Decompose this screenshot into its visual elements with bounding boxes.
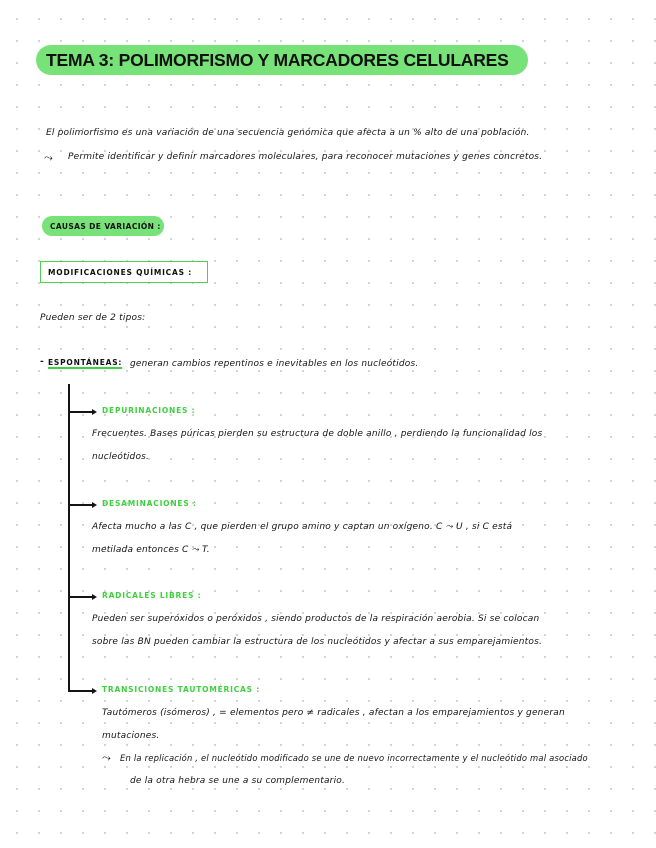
intro-line-1: El polimorfismo es una variación de una secuencia genómica que afecta a un % alto de una población. xyxy=(46,128,530,138)
arrow-right-icon xyxy=(92,688,97,694)
sub-arrow-icon: ⤳ xyxy=(102,751,111,764)
radicales-line-1: Pueden ser superóxidos o peróxidos , siendo productos de la respiración aerobia. Si se colocan xyxy=(92,614,540,624)
depurinaciones-label: DEPURINACIONES : xyxy=(102,406,196,415)
radicales-libres-label: RADICALES LIBRES : xyxy=(102,591,202,600)
transiciones-line-1: Tautómeros (isómeros) , = elementos pero ≠ radicales , afectan a los emparejamientos y generan xyxy=(102,708,565,718)
desaminaciones-line-1: Afecta mucho a las C , que pierden el grupo amino y captan un oxígeno. C ⤳ U , si C está xyxy=(92,522,513,532)
tree-branch-4 xyxy=(68,690,94,692)
intro-line-2: Permite identificar y definir marcadores moleculares, para reconocer mutaciones y genes concretos. xyxy=(68,152,543,162)
transiciones-sub-line-1: En la replicación , el nucleótido modificado se une de nuevo incorrectamente y el nucleótido mal asociado xyxy=(120,753,588,763)
tree-branch-1 xyxy=(68,411,94,413)
radicales-line-2: sobre las BN pueden cambiar la estructura de los nucleótidos y afectar a sus emparejamientos. xyxy=(92,637,543,647)
depurinaciones-line-1: Frecuentes. Bases púricas pierden su estructura de doble anillo , perdiendo la funcionalidad los xyxy=(92,429,543,439)
transiciones-sub-line-2: de la otra hebra se une a su complementario. xyxy=(130,776,346,786)
arrow-right-icon xyxy=(92,409,97,415)
tree-vertical-line xyxy=(68,384,70,691)
espontaneas-label: ESPONTÁNEAS: xyxy=(48,358,123,367)
tree-branch-2 xyxy=(68,504,94,506)
modificaciones-heading: MODIFICACIONES QUÍMICAS : xyxy=(40,261,208,283)
desaminaciones-label: DESAMINACIONES : xyxy=(102,499,197,508)
tipos-text: Pueden ser de 2 tipos: xyxy=(40,313,146,323)
espontaneas-text: generan cambios repentinos e inevitables en los nucleótidos. xyxy=(130,359,419,369)
causas-section-heading: CAUSAS DE VARIACIÓN : xyxy=(42,216,164,236)
arrow-right-icon xyxy=(92,594,97,600)
page-title-highlight xyxy=(36,45,528,75)
desaminaciones-line-2: metilada entonces C ⤳ T. xyxy=(92,545,210,555)
page-title: TEMA 3: POLIMORFISMO Y MARCADORES CELULARES xyxy=(46,49,509,70)
espontaneas-bullet: - xyxy=(40,357,44,367)
arrow-right-icon xyxy=(92,502,97,508)
transiciones-line-2: mutaciones. xyxy=(102,731,160,741)
tree-branch-3 xyxy=(68,596,94,598)
transiciones-label: TRANSICIONES TAUTOMÉRICAS : xyxy=(102,685,261,694)
depurinaciones-line-2: nucleótidos. xyxy=(92,452,150,462)
intro-arrow-icon: ⤳ xyxy=(44,151,53,164)
